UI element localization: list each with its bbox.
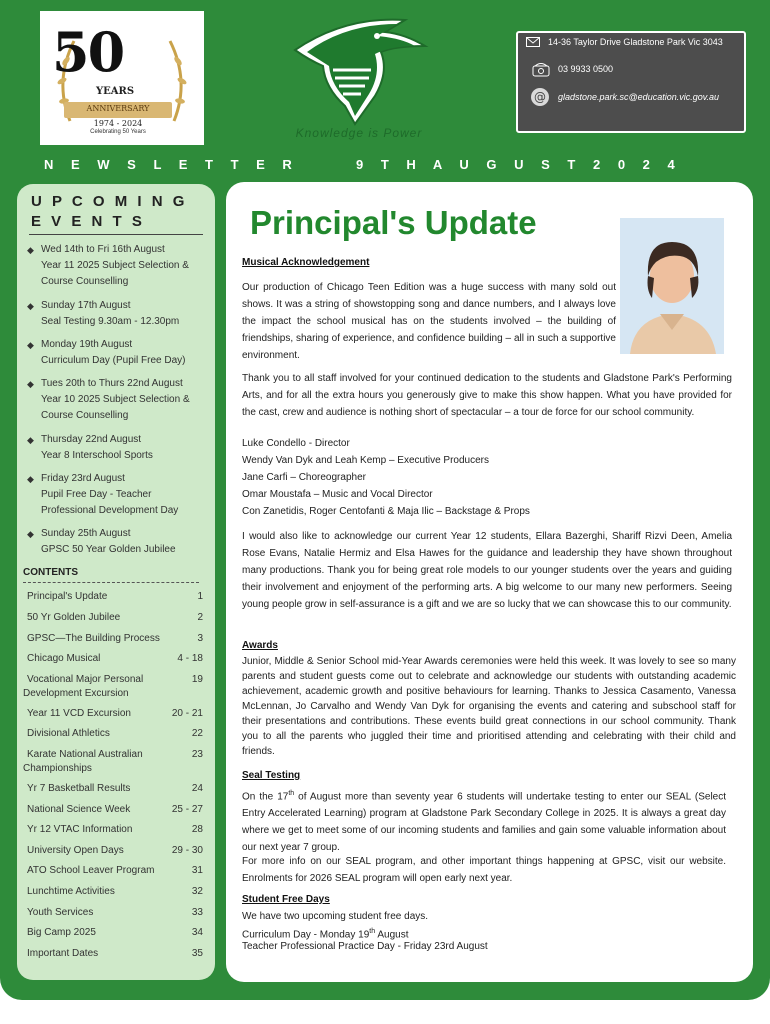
toc-item-page: 29 - 30 xyxy=(171,845,203,856)
events-title-line2: E V E N T S xyxy=(31,213,145,230)
contact-address: 14-36 Taylor Drive Gladstone Park Vic 3043 xyxy=(548,37,723,47)
event-line: Year 8 Interschool Sports xyxy=(41,450,153,461)
at-icon xyxy=(530,87,550,107)
seal-paragraph-2: For more info on our SEAL program, and other important things happening at GPSC, visit our website. Enrolments for 2026 SEAL program will open early next year. xyxy=(242,856,726,884)
phone-icon xyxy=(532,61,550,77)
free-days-text-b: August xyxy=(375,929,409,941)
contact-email-row[interactable] xyxy=(530,87,719,107)
musical-heading: Musical Acknowledgement xyxy=(242,257,370,268)
toc-item-page: 25 - 27 xyxy=(171,804,203,815)
contact-box xyxy=(516,31,746,133)
event-line: Tues 20th to Thurs 22nd August xyxy=(41,378,183,389)
toc-item-name: Principal's Update xyxy=(27,591,108,602)
event-item xyxy=(27,471,211,519)
toc-item-page: 2 xyxy=(197,612,203,623)
logo-number: 50 xyxy=(52,20,124,84)
logo-years: YEARS xyxy=(96,86,135,97)
diamond-bullet-icon: ◆ xyxy=(27,301,34,311)
free-days-heading: Student Free Days xyxy=(242,894,330,905)
event-line: Friday 23rd August xyxy=(41,473,125,484)
toc-item[interactable] xyxy=(23,673,209,701)
toc-item-name: University Open Days xyxy=(27,845,124,856)
free-days-line-1: We have two upcoming student free days. xyxy=(242,911,429,922)
toc-item[interactable] xyxy=(23,748,209,776)
credit-line: Jane Carfi – Choreographer xyxy=(242,472,366,483)
event-line: Seal Testing 9.30am - 12.30pm xyxy=(41,316,180,327)
toc-item-name: Karate National Australian Championships xyxy=(23,749,143,774)
toc-item-name: 50 Yr Golden Jubilee xyxy=(27,612,121,623)
toc-item-page: 23 xyxy=(191,749,203,760)
event-line: Pupil Free Day - Teacher xyxy=(41,489,152,500)
mail-icon xyxy=(526,37,540,47)
toc-item-page: 28 xyxy=(191,824,203,835)
main-article xyxy=(226,182,753,982)
toc-item-name: ATO School Leaver Program xyxy=(27,865,155,876)
event-line: Professional Development Day xyxy=(41,505,179,516)
contact-phone-row xyxy=(532,61,613,77)
toc-item-name: Yr 12 VTAC Information xyxy=(27,824,133,835)
event-item xyxy=(27,242,211,290)
toc-item-name: National Science Week xyxy=(27,804,131,815)
contents-title: CONTENTS xyxy=(23,567,78,578)
toc-item-page: 3 xyxy=(197,633,203,644)
upcoming-events-title xyxy=(31,192,211,232)
diamond-bullet-icon: ◆ xyxy=(27,529,34,539)
event-line: Thursday 22nd August xyxy=(41,434,142,445)
event-line: Sunday 17th August xyxy=(41,300,131,311)
toc-item-name: Lunchtime Activities xyxy=(27,886,115,897)
diamond-bullet-icon: ◆ xyxy=(27,379,34,389)
event-line: Year 10 2025 Subject Selection & xyxy=(41,394,190,405)
diamond-bullet-icon: ◆ xyxy=(27,340,34,350)
credit-line: Luke Condello - Director xyxy=(242,438,350,449)
event-item xyxy=(27,526,211,558)
credit-line: Wendy Van Dyk and Leah Kemp – Executive Producers xyxy=(242,455,489,466)
toc-item-page: 35 xyxy=(191,948,203,959)
event-line: Course Counselling xyxy=(41,410,129,421)
logo-celebrating: Celebrating 50 Years xyxy=(90,129,146,135)
awards-heading: Awards xyxy=(242,640,278,651)
toc-item-page: 34 xyxy=(191,927,203,938)
toc-item-name: Vocational Major Personal Development Excursion xyxy=(23,674,144,699)
toc-item-page: 33 xyxy=(191,907,203,918)
principal-photo xyxy=(620,218,724,354)
awards-paragraph: Junior, Middle & Senior School mid-Year Awards ceremonies were held this week. It was lovely to see so many parents and student guests come out to celebrate and acknowledge our students with outstanding academic achievement, academic growth and positive behaviours for learning. Thanks to Jessica Casamento, Vanessa McLennan, Jo Carvalho and Wendy Van Dyk for organising the events and catering and subschool staff for their presentations and contributions. These events build great connections in our school community. Thank you to all the parents who juggled their time and prioritised attending and celebrating with their child and friends. xyxy=(242,656,736,757)
svg-text:@: @ xyxy=(534,90,546,104)
free-days-line-3: Teacher Professional Practice Day - Friday 23rd August xyxy=(242,941,488,952)
musical-paragraph-3: I would also like to acknowledge our current Year 12 students, Ellara Bazerghi, Shariff Rizvi Deen, Amelia Rose Evans, Natalie Hermiz and Elsa Hawes for the guidance and leadership they have shown throughout many productions. Thank you for being great role models to our younger students over the years and guiding their involvement and enjoyment of the performing arts. A big welcome to our many new performers. Seeing young people grow in self-assurance is a gift and we are so lucky that we can showcase this to our community. xyxy=(242,531,732,610)
event-line: Wed 14th to Fri 16th August xyxy=(41,244,165,255)
toc-item-name: Youth Services xyxy=(27,907,94,918)
sidebar xyxy=(17,184,215,980)
events-title-line1: U P C O M I N G xyxy=(31,193,188,210)
portrait-image xyxy=(620,218,724,354)
seal-text-b: of August more than seventy year 6 students will undertake testing to enter our SEAL (Select Entry Accelerated Learning) program at Gladstone Park Secondary College in 2025. It is always a great day where we get to meet some of our incoming students and families and gain some valuable information about our next year 7 group. xyxy=(242,791,727,854)
article-title: Principal's Update xyxy=(250,204,537,241)
musical-paragraph-2: Thank you to all staff involved for your continued dedication to the students and Gladstone Park's Performing Arts, and for all the extra hours you generously give to make this show happen. What you have provided for the cast, crew and audience is nothing short of spectacular – a tour de force for our school community. xyxy=(242,373,732,418)
events-divider xyxy=(29,234,203,235)
eagle-crest-icon xyxy=(285,12,431,130)
toc-item-page: 24 xyxy=(191,783,203,794)
toc-item-page: 19 xyxy=(191,674,203,685)
toc-item-page: 1 xyxy=(197,591,203,602)
newsletter-label: N E W S L E T T E R xyxy=(44,157,299,172)
diamond-bullet-icon: ◆ xyxy=(27,245,34,255)
toc-item-name: Year 11 VCD Excursion xyxy=(27,708,131,719)
event-line: Curriculum Day (Pupil Free Day) xyxy=(41,355,186,366)
event-item xyxy=(27,337,211,369)
toc-item-name: Important Dates xyxy=(27,948,99,959)
diamond-bullet-icon: ◆ xyxy=(27,435,34,445)
seal-paragraph-1 xyxy=(242,785,726,856)
free-days-superscript: th xyxy=(369,928,376,935)
toc-item-page: 4 - 18 xyxy=(177,653,203,664)
toc-item-page: 22 xyxy=(191,728,203,739)
event-line: GPSC 50 Year Golden Jubilee xyxy=(41,544,176,555)
toc-item-page: 32 xyxy=(191,886,203,897)
event-line: Year 11 2025 Subject Selection & xyxy=(41,260,189,271)
seal-superscript: th xyxy=(288,790,295,797)
contact-phone: 03 9933 0500 xyxy=(558,64,614,74)
credit-line: Omar Moustafa – Music and Vocal Director xyxy=(242,489,433,500)
school-motto: Knowledge is Power xyxy=(295,126,423,140)
diamond-bullet-icon: ◆ xyxy=(27,474,34,484)
issue-date: 9 T H A U G U S T 2 0 2 4 xyxy=(356,157,682,172)
musical-paragraph-1: Our production of Chicago Teen Edition was a huge success with many sold out shows. It was a string of showstopping song and dance numbers, and I always love the impact the school musical has on the students involved – the building of friendships, sharing of experience, and confidence building – all in such a supportive environment. xyxy=(242,282,616,361)
toc-item-name: Big Camp 2025 xyxy=(27,927,96,938)
event-line: Sunday 25th August xyxy=(41,528,131,539)
toc-item-page: 20 - 21 xyxy=(171,708,203,719)
event-item xyxy=(27,432,211,464)
seal-heading: Seal Testing xyxy=(242,770,301,781)
credit-line: Con Zanetidis, Roger Centofanti & Maja Ilic – Backstage & Props xyxy=(242,506,530,517)
contact-email[interactable]: gladstone.park.sc@education.vic.gov.au xyxy=(558,92,720,102)
event-line: Monday 19th August xyxy=(41,339,133,350)
contact-address-row xyxy=(526,37,723,47)
contents-divider xyxy=(23,582,199,583)
seal-text-a: On the 17 xyxy=(242,791,289,803)
logo-dates: 1974 - 2024 xyxy=(93,119,143,128)
toc-item-name: Yr 7 Basketball Results xyxy=(27,783,131,794)
event-item xyxy=(27,376,211,424)
toc-item-name: Divisional Athletics xyxy=(27,728,110,739)
logo-anniversary: ANNIVERSARY xyxy=(86,104,150,113)
free-days-text-a: Curriculum Day - Monday 19 xyxy=(242,929,370,941)
event-item xyxy=(27,298,211,330)
toc-item-page: 31 xyxy=(191,865,203,876)
toc-item-name: GPSC—The Building Process xyxy=(27,633,160,644)
toc-item-name: Chicago Musical xyxy=(27,653,101,664)
event-line: Course Counselling xyxy=(41,276,129,287)
